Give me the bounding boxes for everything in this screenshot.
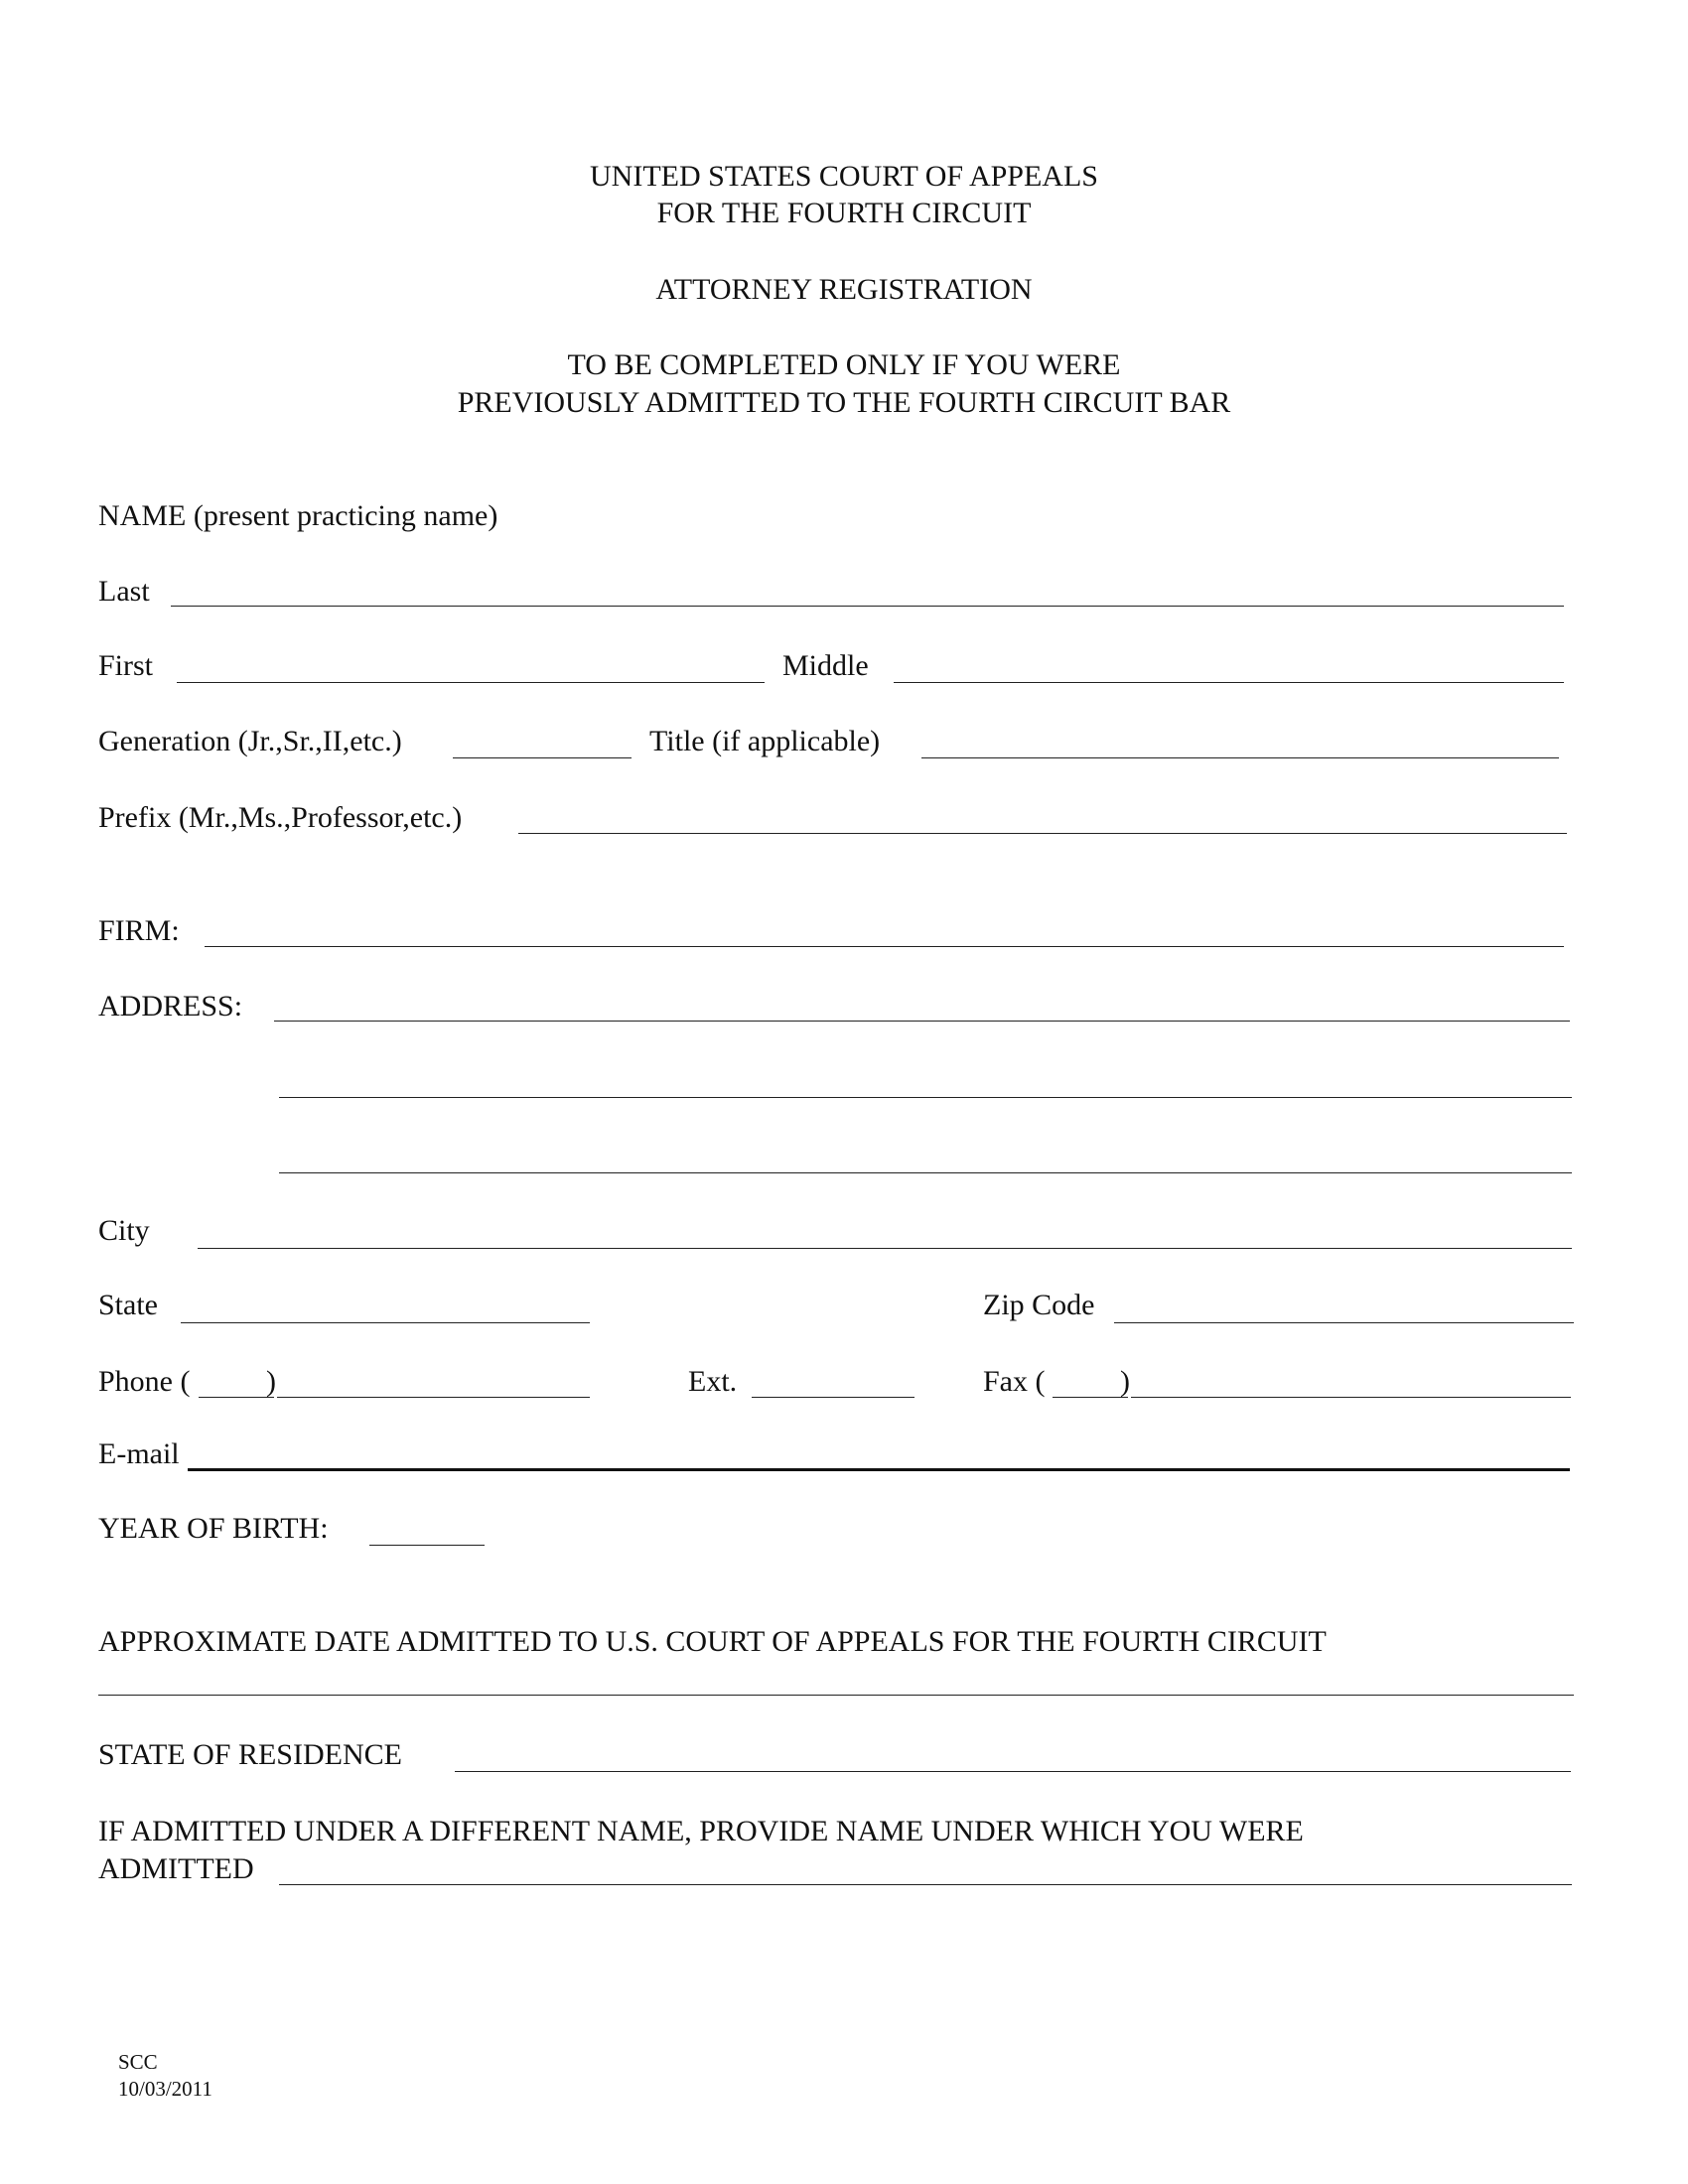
- date-admitted-field[interactable]: [98, 1695, 1574, 1696]
- form-revision-date: 10/03/2011: [118, 2077, 212, 2101]
- city-field[interactable]: [198, 1248, 1572, 1249]
- form-code: SCC: [118, 2050, 158, 2074]
- first-name-field[interactable]: [177, 682, 765, 683]
- last-name-field[interactable]: [171, 606, 1564, 607]
- instruction-line2: PREVIOUSLY ADMITTED TO THE FOURTH CIRCUIT BAR: [457, 386, 1231, 419]
- phone-area-code-field[interactable]: [199, 1397, 274, 1398]
- generation-field[interactable]: [453, 757, 632, 758]
- zip-label: Zip Code: [983, 1289, 1095, 1321]
- middle-label: Middle: [782, 649, 869, 682]
- different-name-label-line2: ADMITTED: [98, 1852, 254, 1885]
- first-label: First: [98, 649, 154, 682]
- name-heading: NAME (present practicing name): [98, 499, 498, 532]
- fax-number-field[interactable]: [1131, 1397, 1571, 1398]
- generation-label: Generation (Jr.,Sr.,II,etc.): [98, 725, 402, 757]
- address-field-line1[interactable]: [274, 1021, 1570, 1022]
- state-label: State: [98, 1289, 158, 1321]
- middle-name-field[interactable]: [894, 682, 1564, 683]
- fax-paren-close: ): [1120, 1365, 1130, 1398]
- firm-label: FIRM:: [98, 914, 180, 947]
- court-name-line1: UNITED STATES COURT OF APPEALS: [590, 160, 1098, 193]
- city-label: City: [98, 1214, 150, 1247]
- different-name-label-line1: IF ADMITTED UNDER A DIFFERENT NAME, PROVIDE NAME UNDER WHICH YOU WERE: [98, 1815, 1304, 1847]
- zip-field[interactable]: [1114, 1322, 1574, 1323]
- year-of-birth-field[interactable]: [369, 1545, 485, 1546]
- address-field-line3[interactable]: [279, 1172, 1572, 1173]
- title-field[interactable]: [921, 757, 1559, 758]
- address-field-line2[interactable]: [279, 1097, 1572, 1098]
- fax-area-code-field[interactable]: [1053, 1397, 1128, 1398]
- firm-field[interactable]: [205, 946, 1564, 947]
- last-label: Last: [98, 575, 150, 608]
- email-field[interactable]: [188, 1468, 1570, 1471]
- prefix-field[interactable]: [518, 833, 1567, 834]
- prefix-label: Prefix (Mr.,Ms.,Professor,etc.): [98, 801, 463, 834]
- date-admitted-label: APPROXIMATE DATE ADMITTED TO U.S. COURT OF APPEALS FOR THE FOURTH CIRCUIT: [98, 1625, 1327, 1658]
- phone-number-field[interactable]: [277, 1397, 590, 1398]
- form-title: ATTORNEY REGISTRATION: [655, 273, 1033, 306]
- title-label: Title (if applicable): [649, 725, 881, 757]
- state-of-residence-field[interactable]: [455, 1771, 1571, 1772]
- ext-field[interactable]: [752, 1397, 914, 1398]
- phone-paren-close: ): [266, 1365, 276, 1398]
- different-name-field[interactable]: [279, 1884, 1572, 1885]
- phone-label: Phone (: [98, 1365, 191, 1398]
- fax-label: Fax (: [983, 1365, 1046, 1398]
- address-label: ADDRESS:: [98, 990, 243, 1023]
- year-of-birth-label: YEAR OF BIRTH:: [98, 1512, 329, 1545]
- ext-label: Ext.: [688, 1365, 738, 1398]
- email-label: E-mail: [98, 1437, 180, 1470]
- instruction-line1: TO BE COMPLETED ONLY IF YOU WERE: [567, 348, 1121, 381]
- court-name-line2: FOR THE FOURTH CIRCUIT: [656, 197, 1032, 229]
- state-field[interactable]: [181, 1322, 590, 1323]
- state-of-residence-label: STATE OF RESIDENCE: [98, 1738, 402, 1771]
